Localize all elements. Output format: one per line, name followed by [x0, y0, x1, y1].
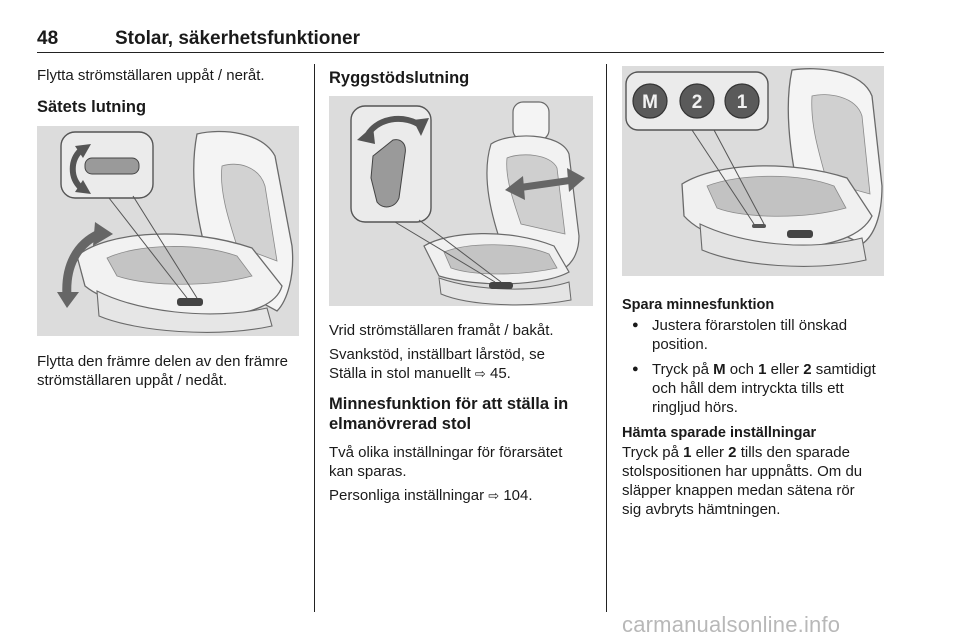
recall-p1-line1: Tryck på 1 eller 2 tills den sparade — [622, 444, 850, 461]
save-memory-steps — [622, 316, 892, 423]
column-divider-2 — [606, 64, 607, 612]
backrest-tilt-heading: Ryggstödslutning — [329, 69, 470, 87]
watermark-text: carmanualsonline.info — [622, 612, 841, 637]
seat-tilt-heading: Sätets lutning — [37, 98, 147, 116]
memory-heading-line1: Minnesfunktion för att ställa in — [329, 395, 569, 413]
page-header — [37, 26, 884, 53]
recall-p1-line2: stolspositionen har uppnåtts. Om du — [622, 463, 863, 480]
list-item: ● Justera förarstolen till önskad position. — [622, 316, 892, 354]
memory-heading-line2: elmanövrerad stol — [329, 415, 472, 433]
personal-settings-ref-text: Personliga inställningar — [329, 487, 485, 504]
col1-caption-line2: strömställaren uppåt / nedåt. — [37, 372, 228, 389]
seat-tilt-illustration — [37, 126, 299, 336]
recall-p1-line3: släpper knappen medan sätena rör — [622, 482, 855, 499]
col2-p2-line2 — [329, 364, 511, 384]
col2-p4 — [329, 486, 533, 506]
col2-p3-line2: kan sparas. — [329, 463, 407, 480]
backrest-tilt-illustration — [329, 96, 593, 306]
personal-settings-ref-page[interactable]: 104. — [503, 487, 533, 504]
column-divider-1 — [314, 64, 315, 612]
col1-caption-line1: Flytta den främre delen av den främre — [37, 353, 288, 370]
col1-intro-text: Flytta strömställaren uppåt / neråt. — [37, 67, 265, 84]
manual-seat-ref-page[interactable]: 45. — [490, 365, 511, 382]
memory-button-1: 1 — [736, 92, 748, 113]
memory-button-2: 2 — [691, 92, 703, 113]
chapter-title: Stolar, säkerhetsfunktioner — [115, 28, 360, 49]
list-item: ● Tryck på M och 1 eller 2 samtidigt och håll dem intryckta tills ett ringljud hörs. — [622, 360, 892, 417]
recall-settings-heading: Hämta sparade inställningar — [622, 425, 817, 441]
memory-button-m: M — [642, 92, 658, 113]
page-ref-arrow-icon: ⇨ — [474, 367, 486, 382]
memory-buttons-illustration — [622, 66, 884, 276]
col2-p1: Vrid strömställaren framåt / bakåt. — [329, 322, 554, 339]
recall-p1-line4: sig avbryts hämtningen. — [622, 501, 781, 518]
manual-seat-ref-text: Ställa in stol manuellt — [329, 365, 471, 382]
page-ref-arrow-icon: ⇨ — [488, 489, 500, 504]
page-number: 48 — [37, 28, 59, 49]
col2-p2-line1: Svankstöd, inställbart lårstöd, se — [329, 346, 545, 363]
col2-p3-line1: Två olika inställningar för förarsätet — [329, 444, 563, 461]
save-memory-heading: Spara minnesfunktion — [622, 297, 775, 313]
